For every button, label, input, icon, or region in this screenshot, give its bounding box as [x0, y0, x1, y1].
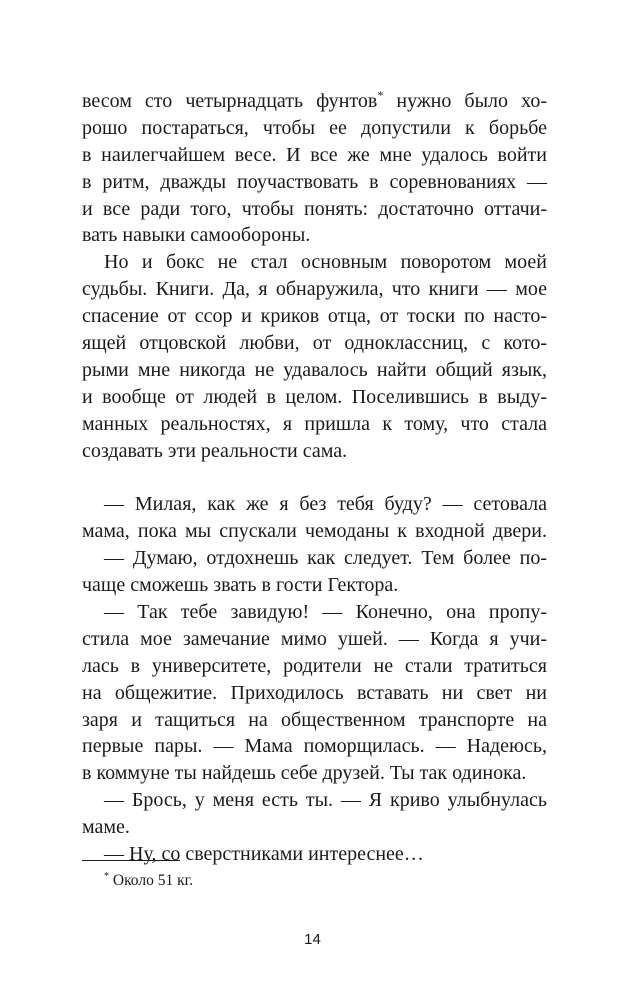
paragraph [82, 249, 547, 464]
text-line: стила мое замечание мимо ушей. — Когда я учи- [82, 627, 547, 650]
dialogue-paragraph [82, 491, 547, 545]
text-line: — Ну, со сверстниками интереснее… [104, 843, 424, 866]
text-line: Но и бокс не стал основным поворотом моей [104, 251, 547, 274]
page-number: 14 [304, 931, 321, 948]
footnote [104, 870, 193, 892]
dialogue-paragraph [82, 599, 547, 787]
text-line [82, 88, 547, 115]
text-line: лась в университете, родители не стали тратиться [82, 654, 547, 677]
text-line: на общежитие. Приходилось вставать ни свет ни [82, 681, 547, 704]
text-line: мама, пока мы спускали чемоданы к входной двери. [82, 520, 547, 543]
dialogue-paragraph [82, 787, 547, 841]
text-fragment: нужно было хо- [383, 90, 547, 112]
footnote-mark: * [104, 871, 109, 882]
text-line: вать навыки самообороны. [82, 224, 311, 247]
text-line: судьбы. Книги. Да, я обнаружила, что книги — мое [82, 278, 547, 301]
dialogue-paragraph [82, 841, 547, 868]
text-line: в наилегчайшем весе. И все же мне удалось войти [82, 143, 547, 166]
text-line: рошо постараться, чтобы ее допустили к борьбе [82, 116, 547, 139]
text-line: и вообще от людей в целом. Поселившись в выду- [82, 385, 547, 408]
text-line: маме. [82, 816, 130, 839]
text-line: первые пары. — Мама поморщилась. — Надеюсь, [82, 735, 547, 758]
text-fragment: весом сто четырнадцать фунтов [82, 90, 378, 112]
text-line: в ритм, дважды поучаствовать в соревнованиях — [82, 170, 547, 193]
footnote-text: Около 51 кг. [109, 872, 194, 889]
footnote-divider [82, 860, 180, 861]
text-line: — Милая, как же я без тебя буду? — сетовала [104, 493, 547, 516]
text-line: чаще сможешь звать в гости Гектора. [82, 574, 399, 597]
text-line: спасение от ссор и криков отца, от тоски по насто- [82, 305, 547, 328]
text-line: и все ради того, чтобы понять: достаточно оттачи- [82, 197, 547, 220]
text-line: манных реальностях, я пришла к тому, что стала [82, 412, 547, 435]
text-line: ящей отцовской любви, от одноклассниц, с кото- [82, 332, 547, 355]
dialogue-paragraph [82, 545, 547, 599]
text-line: рыми мне никогда не удавалось найти общий язык, [82, 358, 547, 381]
text-line: — Брось, у меня есть ты. — Я криво улыбнулась [104, 789, 547, 812]
text-line: — Так тебе завидую! — Конечно, она пропу- [104, 601, 547, 624]
footnote-marker: * [377, 88, 384, 102]
text-line: создавать эти реальности сама. [82, 439, 348, 462]
page-body [82, 88, 547, 868]
paragraph [82, 88, 547, 249]
text-line: заря и тащиться на общественном транспорте на [82, 708, 547, 731]
text-line: — Думаю, отдохнешь как следует. Тем более по- [104, 547, 547, 570]
text-line: в коммуне ты найдешь себе друзей. Ты так одинока. [82, 762, 527, 785]
section-break [82, 464, 547, 491]
